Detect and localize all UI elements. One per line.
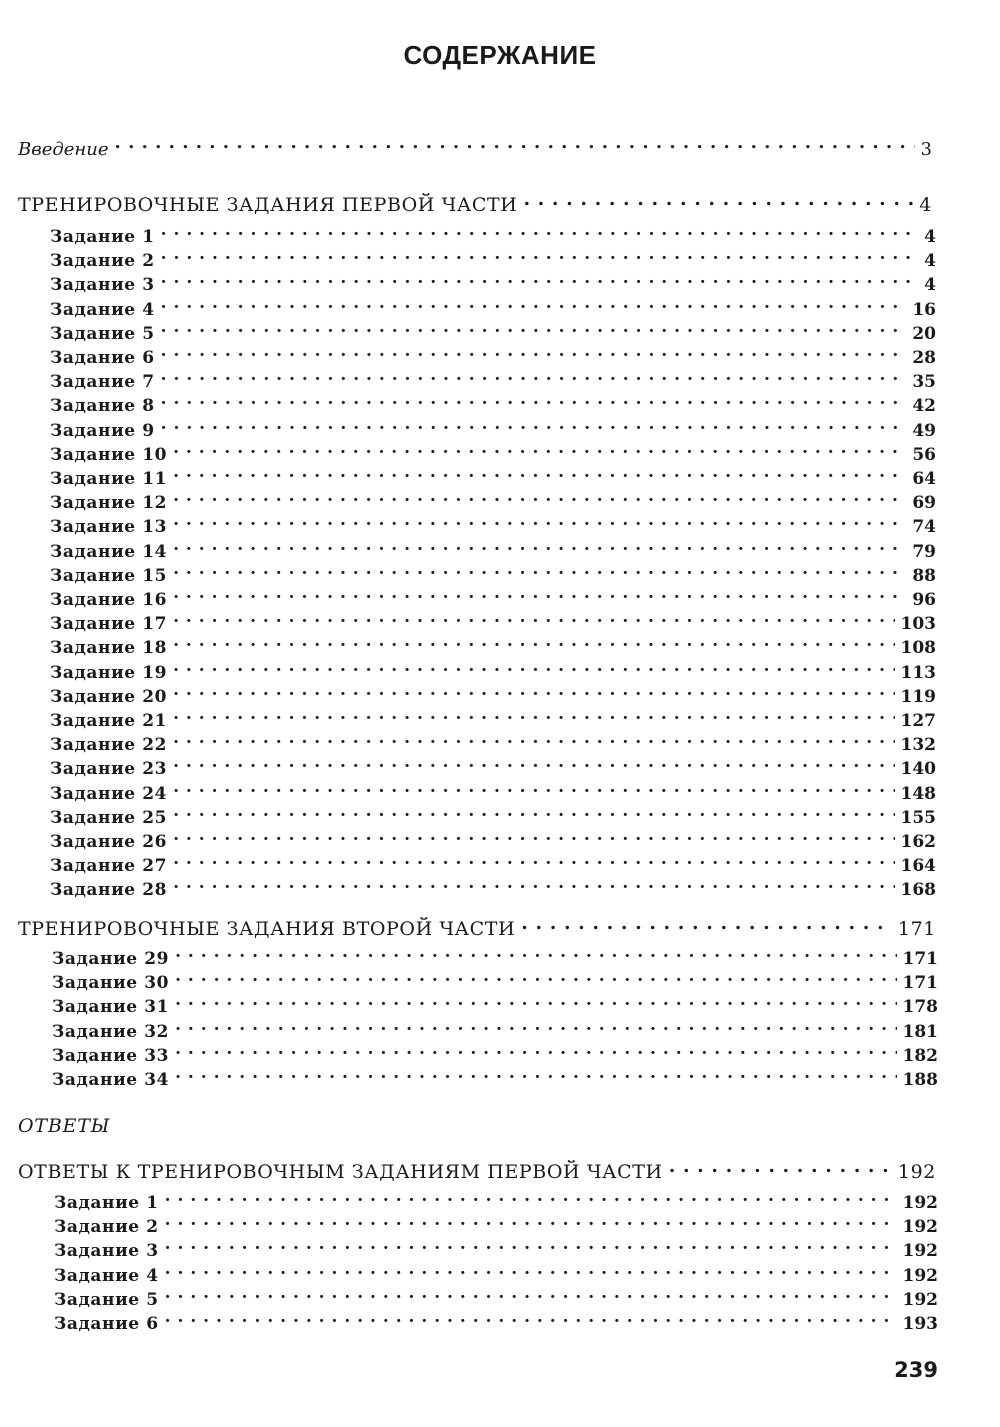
toc-item-page: 192 <box>902 1241 938 1262</box>
dot-leader <box>173 605 894 629</box>
dot-leader <box>161 242 919 266</box>
toc-item[interactable] <box>54 1184 938 1213</box>
toc-item-page: 188 <box>902 1070 938 1090</box>
toc-item[interactable] <box>50 363 936 393</box>
toc-item[interactable] <box>50 726 936 756</box>
toc-item[interactable] <box>50 315 936 344</box>
dot-leader <box>173 436 906 460</box>
toc-item[interactable] <box>50 436 936 465</box>
toc-item[interactable] <box>52 940 938 969</box>
dot-leader <box>165 1208 897 1232</box>
toc-item[interactable] <box>50 823 936 852</box>
toc-item-label: Задание 5 <box>50 323 155 344</box>
dot-leader <box>165 1232 897 1256</box>
toc-item-label: Задание 16 <box>50 590 168 610</box>
toc-item-label: Задание 6 <box>54 1314 159 1334</box>
toc-item-label: Задание 4 <box>54 1265 159 1286</box>
dot-leader <box>175 1013 896 1037</box>
dot-leader <box>161 218 919 242</box>
toc-item-label: Задание 24 <box>50 783 168 804</box>
toc-item[interactable] <box>50 291 936 320</box>
dot-leader <box>173 508 906 532</box>
toc-item-label: Задание 14 <box>50 541 168 562</box>
toc-item-label: Задание 9 <box>50 420 155 441</box>
toc-item-page: 64 <box>912 469 936 489</box>
toc-item-page: 113 <box>900 662 936 683</box>
toc-item-page: 192 <box>902 1193 938 1213</box>
toc-item[interactable] <box>52 1013 938 1042</box>
toc-section-label: ТРЕНИРОВОЧНЫЕ ЗАДАНИЯ ВТОРОЙ ЧАСТИ <box>18 918 516 940</box>
toc-item-label: Задание 34 <box>52 1070 170 1090</box>
toc-item-label: Задание 15 <box>50 565 168 586</box>
toc-item-label: Задание 23 <box>50 759 168 780</box>
toc-item[interactable] <box>52 964 938 994</box>
toc-item[interactable] <box>50 581 936 610</box>
toc-item-page: 127 <box>900 711 936 731</box>
toc-item-page: 49 <box>912 420 936 441</box>
dot-leader <box>173 654 894 678</box>
toc-item-page: 192 <box>902 1217 938 1238</box>
toc-item-label: Задание 3 <box>50 275 155 296</box>
toc-item[interactable] <box>50 750 936 780</box>
dot-leader <box>173 629 894 653</box>
dot-leader <box>161 412 907 436</box>
toc-item[interactable] <box>54 1232 938 1262</box>
dot-leader <box>173 750 894 774</box>
toc-item-label: Задание 8 <box>50 396 155 417</box>
toc-item-label: Задание 31 <box>52 997 170 1018</box>
toc-item[interactable] <box>50 387 936 417</box>
toc-item-label: Задание 12 <box>50 493 168 514</box>
toc-item-page: 171 <box>902 949 938 969</box>
toc-item[interactable] <box>50 266 936 296</box>
toc-item-label: Задание 33 <box>52 1045 170 1066</box>
toc-item-page: 28 <box>912 348 936 368</box>
dot-leader <box>173 871 894 895</box>
dot-leader <box>173 823 894 847</box>
toc-item-label: Задание 1 <box>54 1193 159 1213</box>
toc-item-label: Задание 2 <box>50 251 155 272</box>
toc-item[interactable] <box>50 605 936 635</box>
toc-section-part2[interactable] <box>18 911 936 940</box>
dot-leader <box>175 988 896 1012</box>
dot-leader <box>521 911 892 935</box>
toc-item-page: 79 <box>912 541 936 562</box>
toc-item-page: 108 <box>900 638 936 659</box>
toc-item-page: 4 <box>924 251 936 272</box>
toc-item[interactable] <box>50 702 936 731</box>
toc-item[interactable] <box>50 508 936 538</box>
toc-item-label: Задание 30 <box>52 973 170 994</box>
dot-leader <box>173 702 894 726</box>
toc-item-page: 192 <box>902 1265 938 1286</box>
toc-item-page: 4 <box>924 275 936 296</box>
dot-leader <box>175 1037 896 1061</box>
dot-leader <box>175 1061 896 1085</box>
toc-item-page: 69 <box>912 493 936 514</box>
dot-leader <box>161 266 919 290</box>
toc-item[interactable] <box>50 654 936 683</box>
toc-section-label: ОТВЕТЫ К ТРЕНИРОВОЧНЫМ ЗАДАНИЯМ ПЕРВОЙ ЧАСТИ <box>18 1161 663 1183</box>
toc-item[interactable] <box>50 799 936 828</box>
toc-item[interactable] <box>50 629 936 659</box>
toc-item-page: 178 <box>902 997 938 1018</box>
toc-item-page: 96 <box>912 590 936 610</box>
toc-item[interactable] <box>50 218 936 247</box>
toc-item[interactable] <box>50 460 936 489</box>
toc-item[interactable] <box>54 1257 938 1286</box>
dot-leader <box>161 315 907 339</box>
dot-leader <box>175 940 896 964</box>
dot-leader <box>173 460 906 484</box>
dot-leader <box>173 726 894 750</box>
toc-item-label: Задание 28 <box>50 880 168 901</box>
toc-item-page: 20 <box>912 323 936 344</box>
toc-entry-intro[interactable] <box>18 131 932 160</box>
toc-section-page: 4 <box>919 194 932 216</box>
toc-item-page: 42 <box>912 396 936 417</box>
dot-leader <box>173 799 894 823</box>
toc-item[interactable] <box>54 1281 938 1310</box>
toc-item-label: Задание 5 <box>54 1289 159 1310</box>
toc-item-label: Задание 20 <box>50 686 168 707</box>
toc-item-label: Задание 25 <box>50 807 168 828</box>
dot-leader <box>175 964 896 988</box>
toc-item-page: 168 <box>900 880 936 901</box>
dot-leader <box>165 1305 897 1329</box>
toc-item-page: 119 <box>900 686 936 707</box>
toc-item-page: 16 <box>912 299 936 320</box>
toc-item[interactable] <box>50 775 936 804</box>
toc-item-page: 164 <box>900 856 936 877</box>
toc-item[interactable] <box>54 1208 938 1238</box>
toc-item-label: Задание 10 <box>50 444 168 465</box>
toc-entry-page: 3 <box>920 139 932 160</box>
toc-item-label: Задание 29 <box>52 949 170 969</box>
page-number: 239 <box>894 1358 938 1382</box>
toc-item[interactable] <box>50 678 936 707</box>
toc-item[interactable] <box>50 412 936 441</box>
toc-item[interactable] <box>50 557 936 586</box>
dot-leader <box>173 484 906 508</box>
toc-item-label: Задание 3 <box>54 1241 159 1262</box>
dot-leader <box>173 557 906 581</box>
toc-item[interactable] <box>54 1305 938 1334</box>
toc-item-page: 4 <box>924 227 936 247</box>
toc-item[interactable] <box>50 871 936 901</box>
toc-item-page: 74 <box>912 517 936 538</box>
toc-item-page: 148 <box>900 783 936 804</box>
toc-section-answers[interactable] <box>18 1154 936 1183</box>
toc-item-page: 182 <box>902 1045 938 1066</box>
toc-section-page: 171 <box>897 918 936 940</box>
toc-item-page: 56 <box>912 444 936 465</box>
dot-leader <box>173 678 894 702</box>
page-title: СОДЕРЖАНИЕ <box>403 40 597 70</box>
toc-item-page: 103 <box>900 614 936 635</box>
dot-leader <box>161 291 907 315</box>
toc-item-page: 132 <box>900 735 936 756</box>
toc-item-label: Задание 7 <box>50 372 155 393</box>
answers-label: ОТВЕТЫ <box>18 1115 111 1137</box>
toc-item-page: 88 <box>912 565 936 586</box>
toc-item-page: 162 <box>900 832 936 852</box>
dot-leader <box>523 187 913 211</box>
toc-item-label: Задание 17 <box>50 614 168 635</box>
toc-item[interactable] <box>50 242 936 272</box>
dot-leader <box>165 1281 897 1305</box>
dot-leader <box>165 1184 897 1208</box>
dot-leader <box>173 775 894 799</box>
toc-item-label: Задание 26 <box>50 832 168 852</box>
toc-item-label: Задание 32 <box>52 1021 170 1042</box>
dot-leader <box>173 581 906 605</box>
toc-item-label: Задание 13 <box>50 517 168 538</box>
toc-item-label: Задание 1 <box>50 227 155 247</box>
toc-item-label: Задание 4 <box>50 299 155 320</box>
toc-item-label: Задание 11 <box>50 469 168 489</box>
toc-item[interactable] <box>52 1037 938 1066</box>
toc-item[interactable] <box>50 847 936 877</box>
toc-item-label: Задание 2 <box>54 1217 159 1238</box>
dot-leader <box>161 387 907 411</box>
dot-leader <box>165 1257 897 1281</box>
toc-item-page: 181 <box>902 1021 938 1042</box>
toc-item-page: 193 <box>902 1314 938 1334</box>
toc-item-label: Задание 6 <box>50 348 155 368</box>
dot-leader <box>115 131 915 155</box>
dot-leader <box>669 1154 892 1178</box>
toc-item-page: 192 <box>902 1289 938 1310</box>
toc-entry-label: Введение <box>18 139 109 160</box>
toc-item-page: 171 <box>902 973 938 994</box>
dot-leader <box>161 363 907 387</box>
toc-item[interactable] <box>52 988 938 1018</box>
toc-section-page: 192 <box>897 1161 936 1183</box>
toc-section-part1[interactable] <box>18 187 932 216</box>
toc-item-label: Задание 18 <box>50 638 168 659</box>
toc-item-page: 140 <box>900 759 936 780</box>
toc-item-label: Задание 27 <box>50 856 168 877</box>
toc-item[interactable] <box>50 484 936 514</box>
toc-item-label: Задание 21 <box>50 711 168 731</box>
toc-item[interactable] <box>50 339 936 368</box>
toc-item-page: 155 <box>900 807 936 828</box>
toc-section-label: ТРЕНИРОВОЧНЫЕ ЗАДАНИЯ ПЕРВОЙ ЧАСТИ <box>18 194 518 216</box>
dot-leader <box>161 339 907 363</box>
toc-item[interactable] <box>52 1061 938 1090</box>
toc-item[interactable] <box>50 533 936 562</box>
toc-item-page: 35 <box>912 372 936 393</box>
dot-leader <box>173 533 906 557</box>
toc-item-label: Задание 19 <box>50 662 168 683</box>
toc-item-label: Задание 22 <box>50 735 168 756</box>
dot-leader <box>173 847 894 871</box>
